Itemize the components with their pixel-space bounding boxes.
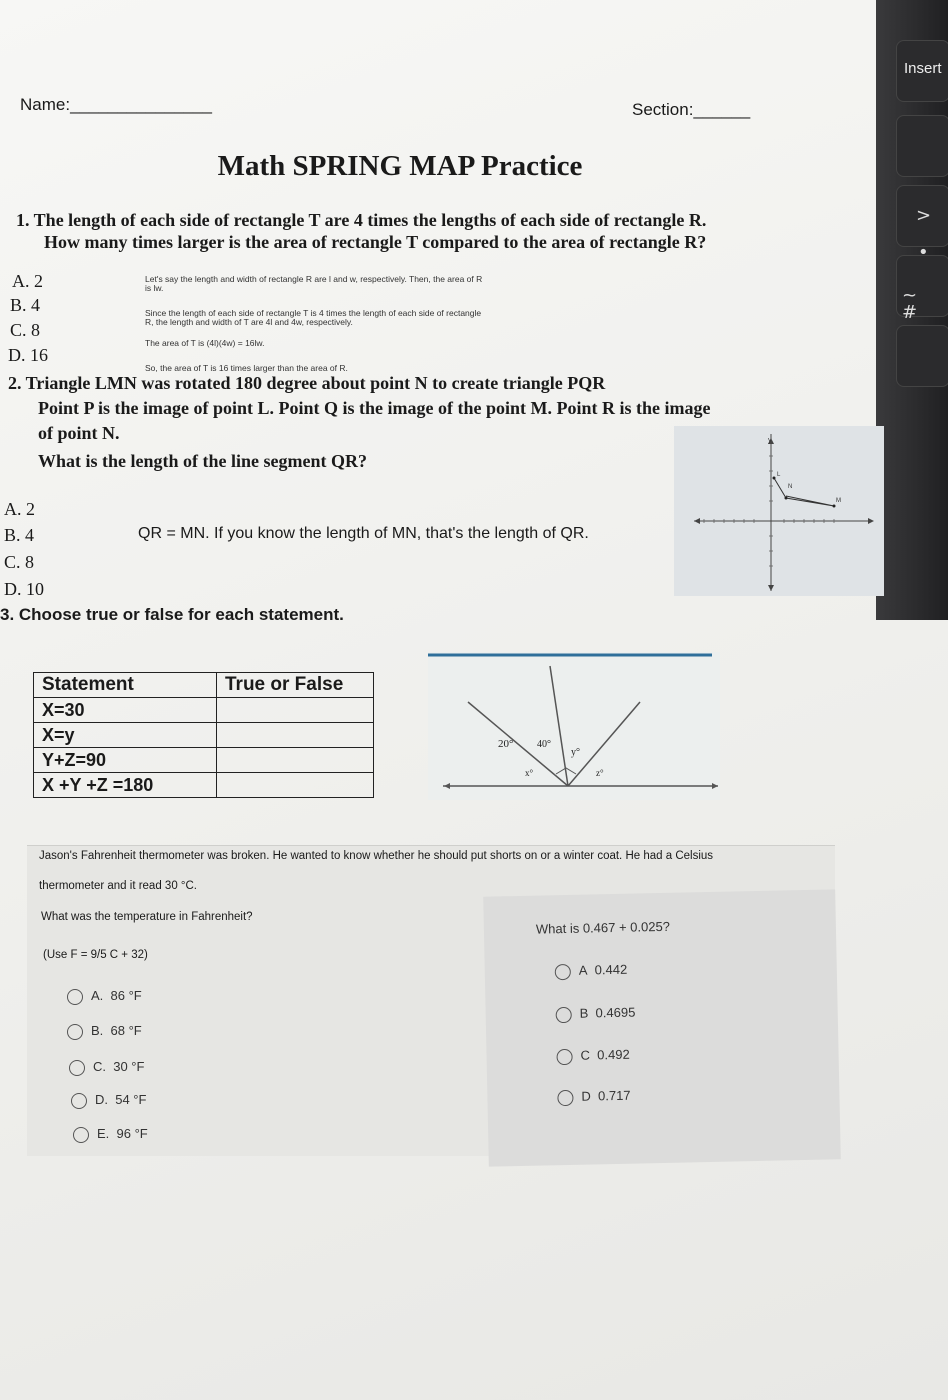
name-blank: _______________: [70, 95, 212, 114]
keyboard-symbol: #: [902, 302, 918, 323]
keyboard-symbol: •: [918, 242, 929, 263]
section-blank: ______: [693, 100, 751, 119]
q2-line2: Point P is the image of point L. Point Q is the image of the point M. Point R is the image: [38, 398, 711, 418]
decimal-question-card: [483, 889, 841, 1166]
table-row: [34, 698, 374, 723]
q1-line1: 1. The length of each side of rectangle T are 4 times the lengths of each side of rectangle R.: [16, 210, 707, 230]
angle-x-label: x°: [525, 768, 534, 778]
q4-choice-a[interactable]: [67, 988, 142, 1005]
choice-value: 0.442: [594, 961, 628, 978]
radio-button[interactable]: [556, 1048, 572, 1064]
choice-value: 0.4695: [595, 1004, 636, 1021]
insert-key-label: Insert: [904, 60, 942, 77]
radio-button[interactable]: [67, 1024, 83, 1040]
table-row: [34, 723, 374, 748]
choice-letter: B: [579, 1005, 589, 1021]
page-title: Math SPRING MAP Practice: [217, 150, 583, 182]
statement-cell: Y+Z=90: [34, 748, 217, 773]
choice-value: 86 °F: [110, 988, 142, 1003]
q1-note: R, the length and width of T are 4l and 4w, respectively.: [145, 317, 353, 327]
statement-cell: X +Y +Z =180: [34, 773, 217, 798]
keyboard-key: [896, 325, 948, 387]
choice-letter: A: [578, 962, 588, 978]
angle-z-label: z°: [596, 768, 604, 778]
choice-letter: C: [580, 1047, 591, 1063]
name-label: Name:: [20, 95, 71, 114]
coordinate-graph: [674, 426, 884, 596]
answer-cell[interactable]: [217, 723, 374, 748]
section-field: [632, 100, 750, 120]
table-row: [34, 748, 374, 773]
q1-line2: How many times larger is the area of rectangle T compared to the area of rectangle R?: [44, 232, 707, 252]
q5-choice-c[interactable]: [556, 1047, 630, 1065]
q1-option-c: C. 8: [10, 320, 41, 340]
graph-y-label: y: [768, 437, 772, 444]
q1-note: So, the area of T is 16 times larger than the area of R.: [145, 363, 348, 373]
q1-option-d: D. 16: [8, 345, 48, 365]
graph-m-label: M: [836, 498, 841, 504]
answer-cell[interactable]: [217, 698, 374, 723]
q1-note: is lw.: [145, 283, 164, 293]
choice-letter: D: [581, 1088, 591, 1104]
radio-button[interactable]: [71, 1093, 87, 1109]
q4-formula: (Use F = 9/5 C + 32): [43, 949, 148, 961]
choice-value: 54 °F: [115, 1092, 147, 1107]
graph-n-label: N: [788, 484, 793, 490]
q2-option-b: B. 4: [4, 525, 35, 545]
q2-option-a: A. 2: [4, 499, 35, 519]
q1-note: Let's say the length and width of rectangle R are l and w, respectively. Then, the area of R: [145, 274, 483, 284]
angle-diagram: [428, 652, 720, 800]
radio-button[interactable]: [557, 1089, 573, 1105]
table-header: Statement: [34, 673, 217, 698]
keyboard-key: [896, 115, 948, 177]
angle-20-label: 20°: [498, 738, 514, 750]
q4-choice-e[interactable]: [73, 1126, 148, 1143]
radio-button[interactable]: [69, 1060, 85, 1076]
q1-note: Since the length of each side of rectangle T is 4 times the length of each side of rectangle: [145, 308, 482, 318]
angle-y-label: y°: [571, 747, 580, 758]
statement-cell: X=y: [34, 723, 217, 748]
answer-cell[interactable]: [217, 748, 374, 773]
choice-value: 68 °F: [110, 1023, 142, 1038]
choice-letter: B.: [91, 1023, 104, 1038]
table-header: True or False: [217, 673, 374, 698]
radio-button[interactable]: [555, 963, 571, 979]
angle-40-label: 40°: [537, 739, 551, 750]
q4-text: thermometer and it read 30 °C.: [39, 880, 198, 892]
name-field: [20, 95, 212, 115]
q2-hint: QR = MN. If you know the length of MN, that's the length of QR.: [138, 525, 589, 542]
choice-value: 96 °F: [116, 1126, 148, 1141]
graph-l-label: L: [777, 472, 781, 478]
choice-letter: A.: [91, 988, 104, 1003]
choice-value: 30 °F: [113, 1059, 145, 1074]
q5-choice-d[interactable]: [557, 1088, 631, 1106]
table-row: [34, 773, 374, 798]
keyboard-symbol: >: [916, 205, 932, 226]
q4-question: What was the temperature in Fahrenheit?: [41, 911, 253, 923]
q4-choice-c[interactable]: [69, 1059, 144, 1076]
q4-choice-b[interactable]: [67, 1023, 142, 1040]
answer-cell[interactable]: [217, 773, 374, 798]
q3-heading: 3. Choose true or false for each statement.: [0, 605, 344, 624]
choice-letter: D.: [95, 1092, 108, 1107]
radio-button[interactable]: [67, 989, 83, 1005]
choice-letter: C.: [93, 1059, 106, 1074]
q5-question: What is 0.467 + 0.025?: [535, 918, 671, 937]
section-label: Section:: [632, 100, 694, 119]
q2-option-c: C. 8: [4, 552, 35, 572]
q2-option-d: D. 10: [4, 579, 44, 599]
true-false-table: [33, 672, 374, 798]
q4-choice-d[interactable]: [71, 1092, 146, 1109]
q2-line4: What is the length of the line segment QR?: [38, 451, 367, 471]
choice-value: 0.717: [597, 1087, 631, 1104]
q5-choice-b[interactable]: [556, 1005, 636, 1023]
q1-option-b: B. 4: [10, 295, 41, 315]
statement-cell: X=30: [34, 698, 217, 723]
q1-option-a: A. 2: [12, 271, 43, 291]
q2-line1: 2. Triangle LMN was rotated 180 degree about point N to create triangle PQR: [8, 373, 606, 393]
q5-choice-a[interactable]: [555, 962, 628, 980]
q1-note: The area of T is (4l)(4w) = 16lw.: [145, 338, 265, 348]
choice-letter: E.: [97, 1126, 110, 1141]
q4-text: Jason's Fahrenheit thermometer was broken. He wanted to know whether he should put shorts on or a winter coat. He had a Celsius: [39, 850, 714, 862]
radio-button[interactable]: [73, 1127, 89, 1143]
q2-line3: of point N.: [38, 423, 120, 443]
radio-button[interactable]: [556, 1006, 572, 1022]
keyboard-symbol: ~: [902, 285, 918, 306]
choice-value: 0.492: [597, 1046, 630, 1063]
